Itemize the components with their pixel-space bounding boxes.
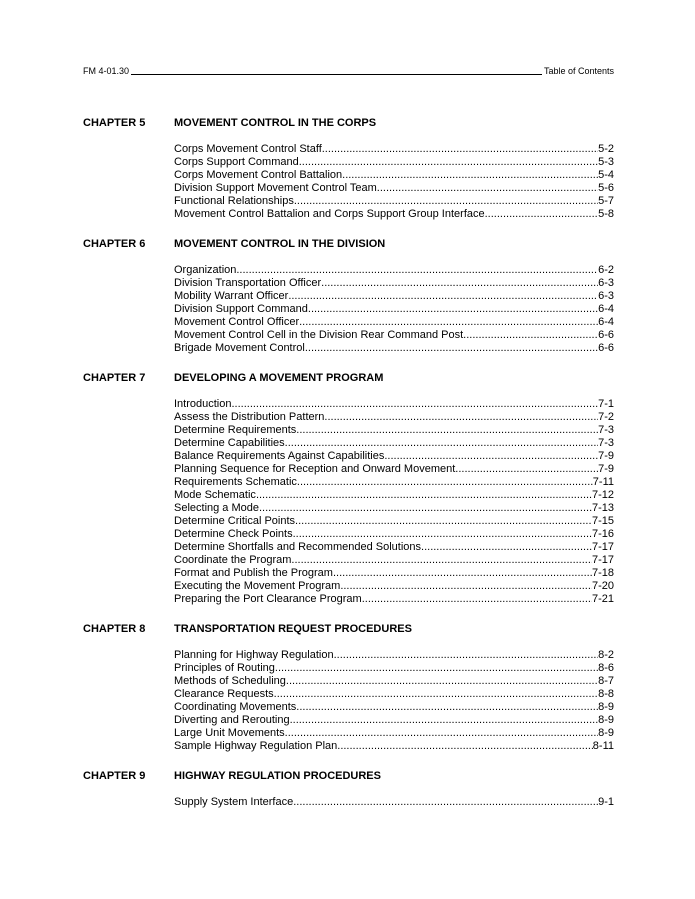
toc-entry-title: Methods of Scheduling — [174, 675, 286, 687]
chapter-entries — [174, 649, 614, 753]
chapter-section — [83, 238, 614, 355]
toc-entry-page: 7-12 — [591, 489, 614, 501]
dot-leader — [231, 398, 598, 411]
toc-entry-title: Coordinate the Program — [174, 554, 292, 566]
toc-entry — [174, 182, 614, 195]
dot-leader — [384, 450, 598, 463]
toc-entry — [174, 567, 614, 580]
dot-leader — [285, 437, 598, 450]
toc-entry — [174, 541, 614, 554]
toc-entry-title: Supply System Interface — [174, 796, 294, 808]
toc-entry-page: 5-8 — [598, 208, 614, 220]
toc-entry — [174, 515, 614, 528]
toc-entry-page: 7-3 — [598, 424, 614, 436]
toc-entry — [174, 329, 614, 342]
toc-entry-title: Balance Requirements Against Capabilities — [174, 450, 385, 462]
chapter-number: CHAPTER 6 — [83, 238, 146, 250]
toc-entry — [174, 489, 614, 502]
toc-entry-page: 5-6 — [598, 182, 614, 194]
toc-entry-title: Requirements Schematic — [174, 476, 297, 488]
toc-entry — [174, 796, 614, 809]
toc-entry — [174, 195, 614, 208]
toc-entry-page: 6-6 — [598, 342, 614, 354]
dot-leader — [342, 169, 598, 182]
toc-entry-page: 8-9 — [598, 714, 614, 726]
toc-entry-title: Determine Requirements — [174, 424, 297, 436]
toc-entry-page: 8-2 — [598, 649, 614, 661]
dot-leader — [334, 649, 598, 662]
toc-entry-page: 7-13 — [591, 502, 614, 514]
toc-entry-page: 7-20 — [591, 580, 614, 592]
dot-leader — [294, 195, 598, 208]
toc-entry-page: 9-1 — [598, 796, 614, 808]
chapter-section — [83, 372, 614, 606]
toc-entry-title: Planning Sequence for Reception and Onward Movement — [174, 463, 456, 475]
dot-leader — [340, 580, 592, 593]
chapter-number: CHAPTER 5 — [83, 117, 146, 129]
toc-entry-page: 6-4 — [598, 316, 614, 328]
toc-entry — [174, 528, 614, 541]
dot-leader — [285, 727, 598, 740]
toc-entry — [174, 303, 614, 316]
toc-entry — [174, 208, 614, 221]
toc-entry-title: Division Support Movement Control Team — [174, 182, 377, 194]
toc-entry-title: Planning for Highway Regulation — [174, 649, 334, 661]
chapter-entries — [174, 398, 614, 606]
chapter-title: MOVEMENT CONTROL IN THE DIVISION — [174, 238, 386, 250]
dot-leader — [322, 143, 598, 156]
dot-leader — [455, 463, 598, 476]
chapter-number: CHAPTER 9 — [83, 770, 146, 782]
toc-entry-title: Introduction — [174, 398, 232, 410]
toc-entry-title: Clearance Requests — [174, 688, 274, 700]
chapter-number: CHAPTER 8 — [83, 623, 146, 635]
toc-entry-page: 7-21 — [591, 593, 614, 605]
toc-entry-page: 8-9 — [598, 701, 614, 713]
chapter-entries — [174, 264, 614, 355]
chapter-section — [83, 117, 614, 221]
dot-leader — [362, 593, 592, 606]
toc-entry-page: 7-15 — [591, 515, 614, 527]
toc-entry — [174, 169, 614, 182]
toc-entry-page: 8-6 — [598, 662, 614, 674]
dot-leader — [288, 290, 598, 303]
toc-entry-page: 8-11 — [592, 740, 614, 752]
toc-entry — [174, 450, 614, 463]
toc-entry-title: Corps Support Command — [174, 156, 299, 168]
chapter-title: DEVELOPING A MOVEMENT PROGRAM — [174, 372, 384, 384]
chapter-title: MOVEMENT CONTROL IN THE CORPS — [174, 117, 377, 129]
toc-entry-page: 6-6 — [598, 329, 614, 341]
chapter-heading — [83, 238, 614, 251]
dot-leader — [299, 156, 598, 169]
dot-leader — [299, 316, 598, 329]
toc-entry-title: Corps Movement Control Staff — [174, 143, 322, 155]
toc-entry-title: Determine Critical Points — [174, 515, 296, 527]
toc-entry-page: 5-4 — [598, 169, 614, 181]
toc-entry-title: Division Transportation Officer — [174, 277, 322, 289]
dot-leader — [297, 476, 593, 489]
toc-entry-title: Movement Control Cell in the Division Rear Command Post — [174, 329, 464, 341]
toc-entry — [174, 342, 614, 355]
toc-entry-title: Mode Schematic — [174, 489, 256, 501]
chapter-section — [83, 623, 614, 753]
toc-entry-page: 5-7 — [598, 195, 614, 207]
toc-entry-title: Mobility Warrant Officer — [174, 290, 289, 302]
dot-leader — [290, 714, 599, 727]
chapter-number: CHAPTER 7 — [83, 372, 146, 384]
chapter-heading — [83, 770, 614, 783]
toc-entry-page: 7-9 — [598, 450, 614, 462]
toc-entry — [174, 701, 614, 714]
toc-entry-title: Division Support Command — [174, 303, 308, 315]
document-number: FM 4-01.30 — [83, 66, 130, 76]
toc-entry — [174, 156, 614, 169]
toc-entry — [174, 398, 614, 411]
toc-entry — [174, 290, 614, 303]
chapter-entries — [174, 143, 614, 221]
chapter-entries — [174, 796, 614, 809]
toc-entry-title: Brigade Movement Control — [174, 342, 305, 354]
dot-leader — [295, 515, 592, 528]
dot-leader — [293, 796, 598, 809]
toc-entry-title: Sample Highway Regulation Plan — [174, 740, 338, 752]
dot-leader — [321, 277, 598, 290]
toc-entry-title: Coordinating Movements — [174, 701, 297, 713]
toc-entry — [174, 649, 614, 662]
toc-entry-page: 7-1 — [598, 398, 614, 410]
dot-leader — [259, 502, 592, 515]
toc-entry — [174, 688, 614, 701]
toc-entry-page: 7-9 — [598, 463, 614, 475]
toc-entry-page: 8-8 — [598, 688, 614, 700]
toc-entry-title: Determine Shortfalls and Recommended Solutions — [174, 541, 422, 553]
dot-leader — [236, 264, 598, 277]
toc-entry-title: Determine Check Points — [174, 528, 293, 540]
dot-leader — [275, 662, 598, 675]
chapter-title: HIGHWAY REGULATION PROCEDURES — [174, 770, 381, 782]
dot-leader — [333, 567, 592, 580]
dot-leader — [324, 411, 598, 424]
toc-entry-page: 8-9 — [598, 727, 614, 739]
toc-entry-page: 7-16 — [591, 528, 614, 540]
toc-entry-title: Functional Relationships — [174, 195, 294, 207]
toc-entry-title: Determine Capabilities — [174, 437, 285, 449]
dot-leader — [286, 675, 598, 688]
toc-entry-title: Format and Publish the Program — [174, 567, 333, 579]
toc-entry-title: Movement Control Officer — [174, 316, 300, 328]
toc-entry — [174, 580, 614, 593]
dot-leader — [291, 554, 592, 567]
toc-entry — [174, 714, 614, 727]
toc-entry — [174, 277, 614, 290]
toc-entry — [174, 593, 614, 606]
toc-entry — [174, 675, 614, 688]
toc-entry-title: Principles of Routing — [174, 662, 275, 674]
dot-leader — [305, 342, 598, 355]
dot-leader — [308, 303, 598, 316]
chapter-heading — [83, 117, 614, 130]
toc-entry-page: 5-2 — [598, 143, 614, 155]
toc-entry-page: 7-17 — [591, 541, 614, 553]
toc-entry-title: Assess the Distribution Pattern — [174, 411, 325, 423]
chapter-section — [83, 770, 614, 809]
header-section-title: Table of Contents — [543, 66, 614, 76]
dot-leader — [274, 688, 598, 701]
toc-entry-title: Diverting and Rerouting — [174, 714, 290, 726]
toc-entry-page: 7-11 — [592, 476, 614, 488]
toc-entry — [174, 143, 614, 156]
header-rule — [131, 74, 542, 75]
toc-entry-title: Preparing the Port Clearance Program — [174, 593, 362, 605]
table-of-contents — [83, 117, 614, 826]
toc-entry-page: 6-2 — [598, 264, 614, 276]
toc-entry-page: 7-3 — [598, 437, 614, 449]
toc-entry — [174, 411, 614, 424]
dot-leader — [421, 541, 592, 554]
toc-entry-page: 7-18 — [591, 567, 614, 579]
toc-entry — [174, 554, 614, 567]
toc-entry-title: Large Unit Movements — [174, 727, 285, 739]
toc-entry-title: Executing the Movement Program — [174, 580, 341, 592]
toc-entry — [174, 316, 614, 329]
toc-entry-page: 6-3 — [598, 290, 614, 302]
toc-entry — [174, 476, 614, 489]
dot-leader — [256, 489, 592, 502]
toc-entry-page: 5-3 — [598, 156, 614, 168]
toc-entry-page: 8-7 — [598, 675, 614, 687]
toc-entry — [174, 437, 614, 450]
chapter-heading — [83, 372, 614, 385]
toc-entry-page: 7-2 — [598, 411, 614, 423]
toc-entry — [174, 424, 614, 437]
toc-entry-page: 6-3 — [598, 277, 614, 289]
dot-leader — [293, 528, 592, 541]
toc-entry — [174, 662, 614, 675]
dot-leader — [337, 740, 593, 753]
toc-entry — [174, 727, 614, 740]
chapter-heading — [83, 623, 614, 636]
toc-entry — [174, 463, 614, 476]
toc-entry-title: Corps Movement Control Battalion — [174, 169, 343, 181]
toc-entry-title: Organization — [174, 264, 237, 276]
page-header — [83, 66, 614, 77]
toc-entry — [174, 502, 614, 515]
toc-entry — [174, 264, 614, 277]
toc-entry-title: Selecting a Mode — [174, 502, 259, 514]
dot-leader — [296, 424, 598, 437]
dot-leader — [463, 329, 598, 342]
toc-entry — [174, 740, 614, 753]
chapter-title: TRANSPORTATION REQUEST PROCEDURES — [174, 623, 412, 635]
dot-leader — [485, 208, 598, 221]
toc-entry-page: 6-4 — [598, 303, 614, 315]
dot-leader — [296, 701, 598, 714]
dot-leader — [377, 182, 598, 195]
toc-entry-title: Movement Control Battalion and Corps Support Group Interface — [174, 208, 485, 220]
toc-entry-page: 7-17 — [591, 554, 614, 566]
